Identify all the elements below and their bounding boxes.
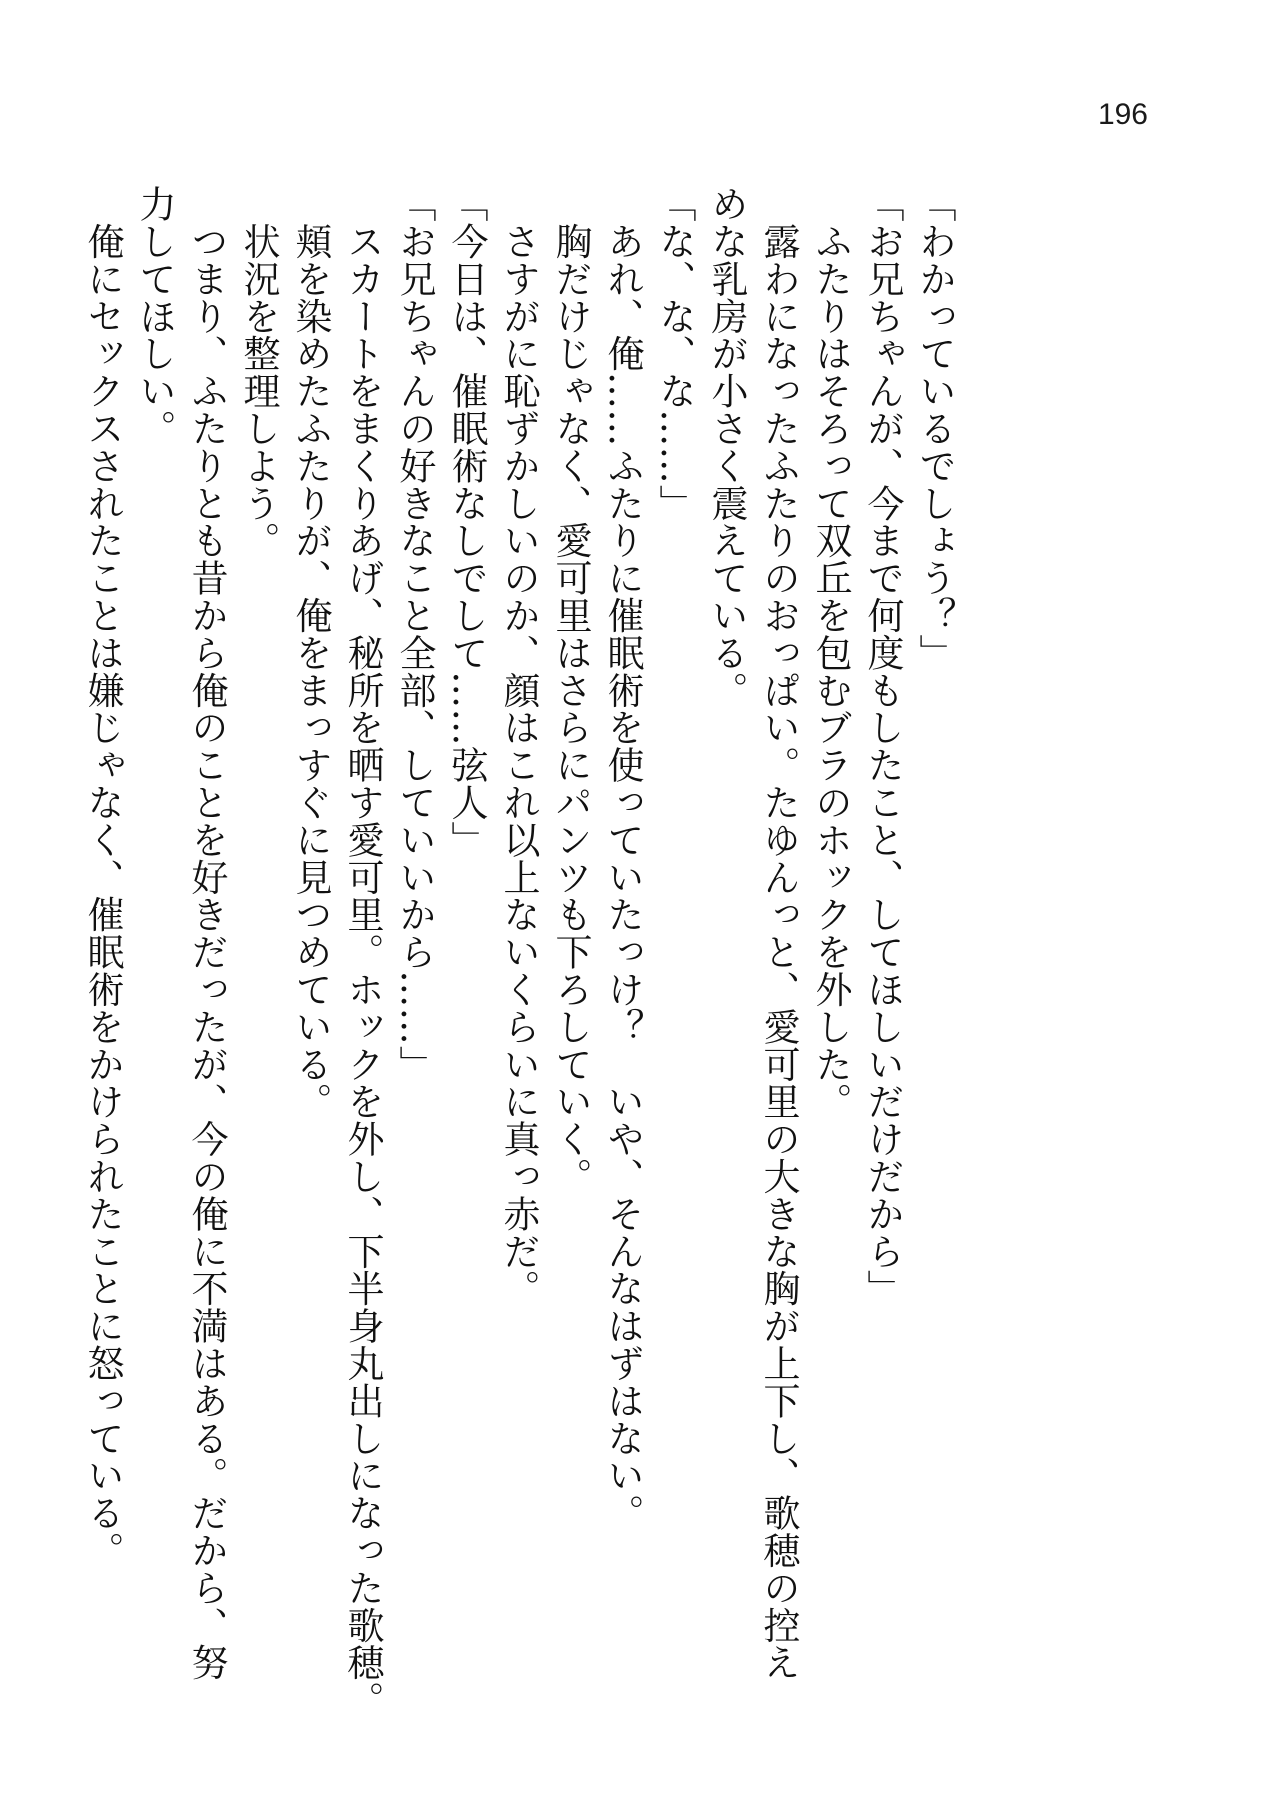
- page-number: 196: [1097, 98, 1148, 131]
- text-line-8: 胸だけじゃなく、愛可里はさらにパンツも下ろしていく。: [549, 185, 592, 1195]
- text-line-2: 「お兄ちゃんが、今まで何度もしたこと、してほしいだけだから」: [861, 185, 904, 1307]
- text-line-5: めな乳房が小さく震えている。: [705, 185, 748, 709]
- text-line-3: ふたりはそろって双丘を包むブラのホックを外した。: [809, 185, 852, 1120]
- text-line-4: 露わになったふたりのおっぱい。たゆんっと、愛可里の大きな胸が上下し、歌穂の控え: [757, 185, 800, 1682]
- text-line-13: 頬を染めたふたりが、俺をまっすぐに見つめている。: [289, 185, 332, 1120]
- text-line-16: 力してほしい。: [133, 185, 176, 447]
- text-line-10: 「今日は、催眠術なしでして……弦人」: [445, 185, 488, 859]
- text-line-14: 状況を整理しよう。: [237, 185, 280, 559]
- text-line-11: 「お兄ちゃんの好きなこと全部、していいから……」: [393, 185, 436, 1083]
- vertical-text-body: [76, 185, 960, 1765]
- text-line-12: スカートをまくりあげ、秘所を晒す愛可里。ホックを外し、下半身丸出しになった歌穂。: [341, 185, 384, 1719]
- text-line-9: さすがに恥ずかしいのか、顔はこれ以上ないくらいに真っ赤だ。: [497, 185, 540, 1307]
- text-line-17: 俺にセックスされたことは嫌じゃなく、催眠術をかけられたことに怒っている。: [81, 185, 124, 1569]
- text-line-15: つまり、ふたりとも昔から俺のことを好きだったが、今の俺に不満はある。だから、努: [185, 185, 228, 1681]
- text-line-7: あれ、俺……ふたりに催眠術を使っていたっけ？ いや、そんなはずはない。: [601, 185, 644, 1532]
- text-line-1: 「わかっているでしょう？」: [913, 185, 956, 672]
- text-line-6: 「な、な、な……」: [653, 185, 696, 522]
